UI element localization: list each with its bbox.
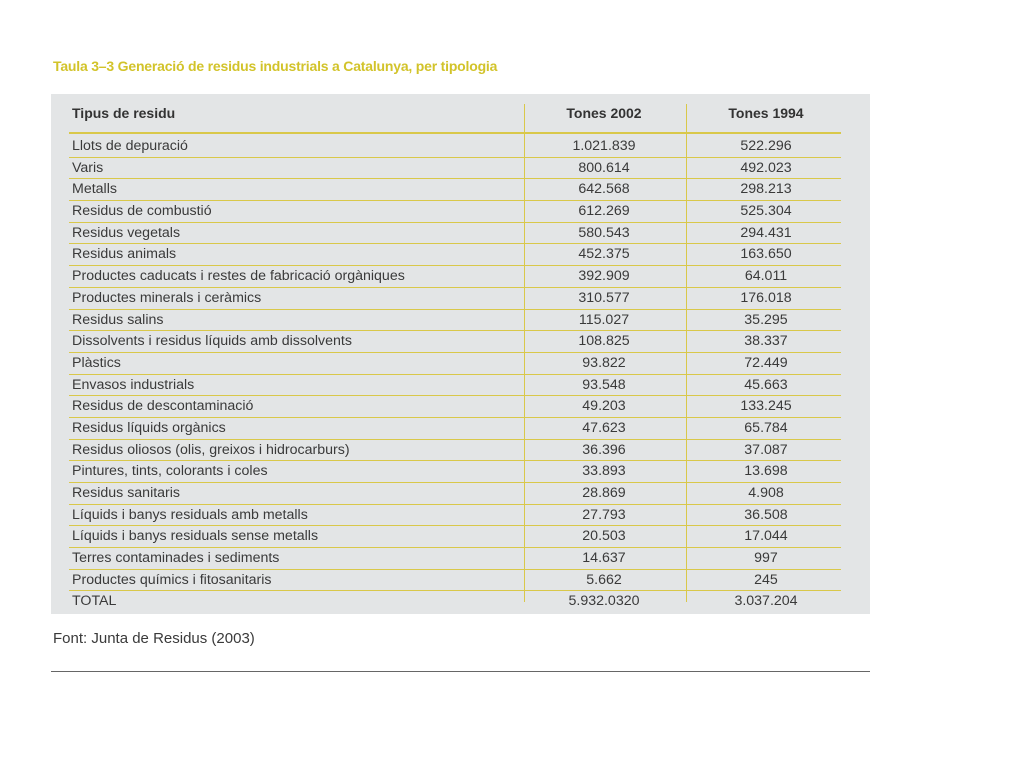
table-row [69,483,841,505]
table-caption: Taula 3–3 Generació de residus industrials a Catalunya, per tipologia [53,58,498,74]
table-row [69,440,841,462]
cell-tonnes-1994: 37.087 [744,441,788,458]
table-row [69,201,841,223]
cell-waste-type: Varis [72,159,104,176]
cell-tonnes-1994: 522.296 [740,138,792,154]
cell-tonnes-1994: 65.784 [744,419,788,436]
cell-waste-type: Productes químics i fitosanitaris [72,571,272,588]
cell-tonnes-1994: 4.908 [748,485,784,501]
table-row [69,136,841,158]
cell-tonnes-2002: 5.662 [586,571,622,588]
table-panel [51,94,870,614]
header-waste-type: Tipus de residu [72,105,176,121]
cell-waste-type: Metalls [72,181,117,198]
cell-waste-type: Residus de descontaminació [72,398,254,415]
cell-tonnes-1994: 492.023 [740,159,792,176]
cell-tonnes-2002: 580.543 [578,224,630,241]
cell-waste-type: Dissolvents i residus líquids amb dissolvents [72,333,352,350]
cell-tonnes-2002: 27.793 [582,506,626,523]
total-row [69,591,841,612]
cell-waste-type: Residus oliosos (olis, greixos i hidrocarburs) [72,441,350,458]
cell-tonnes-1994: 17.044 [744,528,788,545]
cell-waste-type: Líquids i banys residuals sense metalls [72,528,319,545]
cell-tonnes-1994: 3.037.204 [734,593,798,610]
header-tonnes-1994: Tones 1994 [728,105,804,121]
cell-tonnes-1994: 997 [754,550,778,567]
table-row [69,353,841,375]
table-row [69,526,841,548]
cell-waste-type: Productes caducats i restes de fabricació orgàniques [72,268,405,285]
cell-tonnes-2002: 108.825 [578,333,630,350]
table-row [69,310,841,332]
table-row [69,158,841,180]
cell-waste-type: Líquids i banys residuals amb metalls [72,506,308,523]
cell-waste-type: Residus salins [72,311,164,328]
cell-tonnes-2002: 49.203 [582,398,626,415]
cell-tonnes-2002: 612.269 [578,203,630,220]
table-header [69,104,841,132]
table-row [69,223,841,245]
cell-tonnes-2002: 28.869 [582,485,626,501]
cell-tonnes-2002: 800.614 [578,159,630,176]
cell-waste-type: Pintures, tints, colorants i coles [72,463,268,480]
cell-tonnes-2002: 392.909 [578,268,630,285]
cell-tonnes-1994: 525.304 [740,203,792,220]
cell-tonnes-1994: 45.663 [744,376,788,393]
table-row [69,179,841,201]
table-row [69,461,841,483]
cell-tonnes-1994: 176.018 [740,289,792,306]
cell-tonnes-2002: 20.503 [582,528,626,545]
table-row [69,505,841,527]
cell-tonnes-1994: 298.213 [740,181,792,198]
cell-tonnes-2002: 452.375 [578,246,630,263]
cell-waste-type: Residus líquids orgànics [72,419,226,436]
cell-waste-type: Llots de depuració [72,138,188,154]
table-row [69,288,841,310]
cell-tonnes-2002: 14.637 [582,550,626,567]
cell-tonnes-1994: 163.650 [740,246,792,263]
bottom-rule [51,671,870,672]
cell-waste-type: Productes minerals i ceràmics [72,289,262,306]
table-row [69,266,841,288]
cell-waste-type: Residus animals [72,246,177,263]
cell-tonnes-2002: 93.822 [582,354,626,371]
cell-waste-type: Envasos industrials [72,376,195,393]
table-row [69,396,841,418]
cell-tonnes-1994: 38.337 [744,333,788,350]
source-note: Font: Junta de Residus (2003) [53,630,255,647]
cell-tonnes-1994: 36.508 [744,506,788,523]
cell-waste-type: Terres contaminades i sediments [72,550,280,567]
cell-tonnes-2002: 93.548 [582,376,626,393]
cell-tonnes-2002: 642.568 [578,181,630,198]
cell-tonnes-1994: 245 [754,571,778,588]
cell-tonnes-1994: 133.245 [740,398,792,415]
cell-waste-type: Residus sanitaris [72,485,181,501]
table-row [69,548,841,570]
cell-tonnes-2002: 115.027 [578,311,630,328]
cell-tonnes-1994: 72.449 [744,354,788,371]
cell-tonnes-2002: 310.577 [578,289,630,306]
cell-waste-type: Plàstics [72,354,121,371]
table-row [69,418,841,440]
cell-waste-type: Residus de combustió [72,203,212,220]
cell-tonnes-1994: 294.431 [740,224,792,241]
cell-tonnes-1994: 35.295 [744,311,788,328]
header-divider [69,132,841,134]
cell-tonnes-2002: 5.932.0320 [568,593,640,610]
cell-tonnes-1994: 13.698 [744,463,788,480]
table-body [69,136,841,612]
cell-tonnes-2002: 47.623 [582,419,626,436]
cell-tonnes-2002: 33.893 [582,463,626,480]
cell-waste-type: TOTAL [72,593,117,610]
table-row [69,331,841,353]
table-row [69,570,841,592]
cell-waste-type: Residus vegetals [72,224,181,241]
table-row [69,375,841,397]
cell-tonnes-2002: 1.021.839 [572,138,636,154]
table-row [69,244,841,266]
cell-tonnes-1994: 64.011 [744,268,788,285]
header-tonnes-2002: Tones 2002 [566,105,642,121]
cell-tonnes-2002: 36.396 [582,441,626,458]
